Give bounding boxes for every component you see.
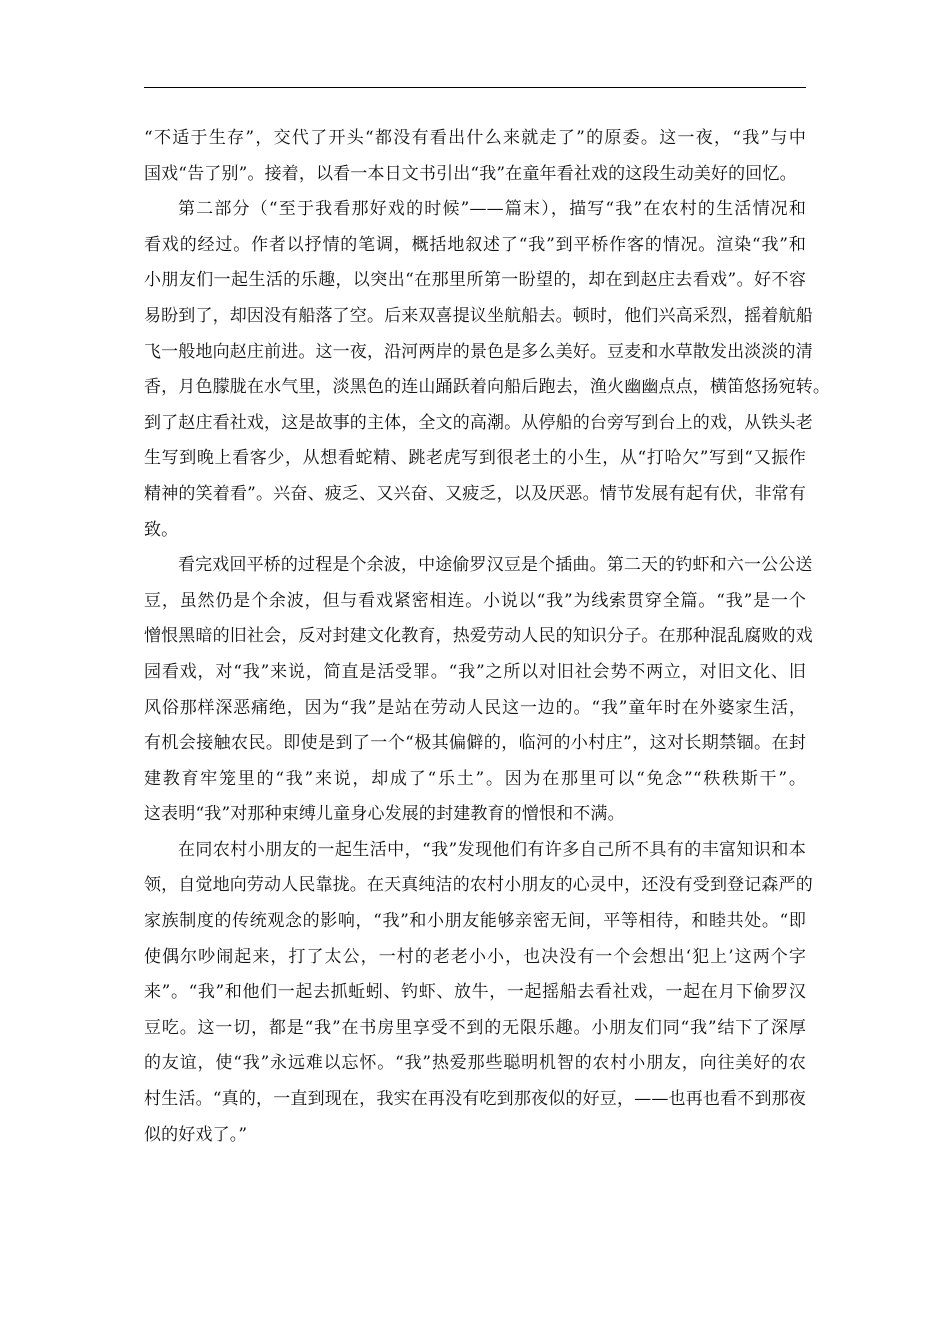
text-line: 国戏“告了别”。接着，以看一本日文书引出“我”在童年看社戏的这段生动美好的回忆。 (144, 163, 797, 184)
text-line: 这表明“我”对那种束缚儿童身心发展的封建教育的憎恨和不满。 (144, 804, 625, 825)
text-line: 致。 (144, 519, 179, 540)
text-line: 领，自觉地向劳动人民靠拢。在天真纯洁的农村小朋友的心灵中，还没有受到登记森严的 (144, 875, 813, 896)
text-line: 易盼到了，却因没有船落了空。后来双喜提议坐航船去。顿时，他们兴高采烈，摇着航船 (144, 305, 813, 326)
text-line: 看完戏回平桥的过程是个余波，中途偷罗汉豆是个插曲。第二天的钓虾和六一公公送 (178, 555, 813, 576)
text-line: 生写到晚上看客少，从想看蛇精、跳老虎写到很老土的小生，从“打哈欠”写到“又振作 (144, 448, 806, 469)
text-line: 来”。“我”和他们一起去抓蚯蚓、钓虾、放牛，一起摇船去看社戏，一起在月下偷罗汉 (144, 982, 806, 1003)
text-line: 建教育牢笼里的“我”来说，却成了“乐土”。因为在那里可以“免念”“秩秩斯干”。 (144, 768, 806, 789)
text-line: 飞一般地向赵庄前进。这一夜，沿河两岸的景色是多么美好。豆麦和水草散发出淡淡的清 (144, 341, 813, 362)
text-line: 有机会接触农民。即使是到了一个“极其偏僻的，临河的小村庄”，这对长期禁锢。在封 (144, 733, 806, 754)
text-line: 到了赵庄看社戏，这是故事的主体，全文的高潮。从停船的台旁写到台上的戏，从铁头老 (144, 412, 813, 433)
text-line: 家族制度的传统观念的影响，“我”和小朋友能够亲密无间，平等相待，和睦共处。“即 (144, 911, 806, 932)
text-line: 在同农村小朋友的一起生活中，“我”发现他们有许多自己所不具有的丰富知识和本 (178, 839, 806, 860)
text-line: “不适于生存”，交代了开头“都没有看出什么来就走了”的原委。这一夜，“我”与中 (144, 128, 806, 148)
text-line: 憎恨黑暗的旧社会，反对封建文化教育，热爱劳动人民的知识分子。在那种混乱腐败的戏 (144, 626, 813, 647)
text-line: 风俗那样深恶痛绝，因为“我”是站在劳动人民这一边的。“我”童年时在外婆家生活， (144, 697, 806, 718)
text-line: 香，月色朦胧在水气里，淡黑色的连山踊跃着向船后跑去，渔火幽幽点点，横笛悠扬宛转。 (144, 377, 830, 398)
text-line: 精神的笑着看”。兴奋、疲乏、又兴奋、又疲乏，以及厌恶。情节发展有起有伏，非常有 (144, 483, 806, 504)
text-line: 的友谊，使“我”永远难以忘怀。“我”热爱那些聪明机智的农村小朋友，向往美好的农 (144, 1053, 806, 1074)
text-line: 村生活。“真的，一直到现在，我实在再没有吃到那夜似的好豆，——也再也看不到那夜 (144, 1089, 806, 1110)
body-text (144, 121, 830, 1153)
text-line: 豆，虽然仍是个余波，但与看戏紧密相连。小说以“我”为线索贯穿全篇。“我”是一个 (144, 590, 806, 611)
text-line: 园看戏，对“我”来说，简直是活受罪。“我”之所以对旧社会势不两立，对旧文化、旧 (144, 661, 806, 682)
text-line: 似的好戏了。” (144, 1124, 248, 1145)
text-line: 看戏的经过。作者以抒情的笔调，概括地叙述了“我”到平桥作客的情况。渲染“我”和 (144, 234, 806, 255)
text-line: 第二部分（“至于我看那好戏的时候”——篇末），描写“我”在农村的生活情况和 (178, 199, 806, 220)
text-line: 小朋友们一起生活的乐趣，以突出“在那里所第一盼望的，却在到赵庄去看戏”。好不容 (144, 270, 806, 291)
text-line: 使偶尔吵闹起来，打了太公，一村的老老小小，也决没有一个会想出‘犯上’这两个字 (144, 946, 806, 967)
header-rule (144, 87, 806, 88)
text-line: 豆吃。这一切，都是“我”在书房里享受不到的无限乐趣。小朋友们同“我”结下了深厚 (144, 1017, 806, 1038)
